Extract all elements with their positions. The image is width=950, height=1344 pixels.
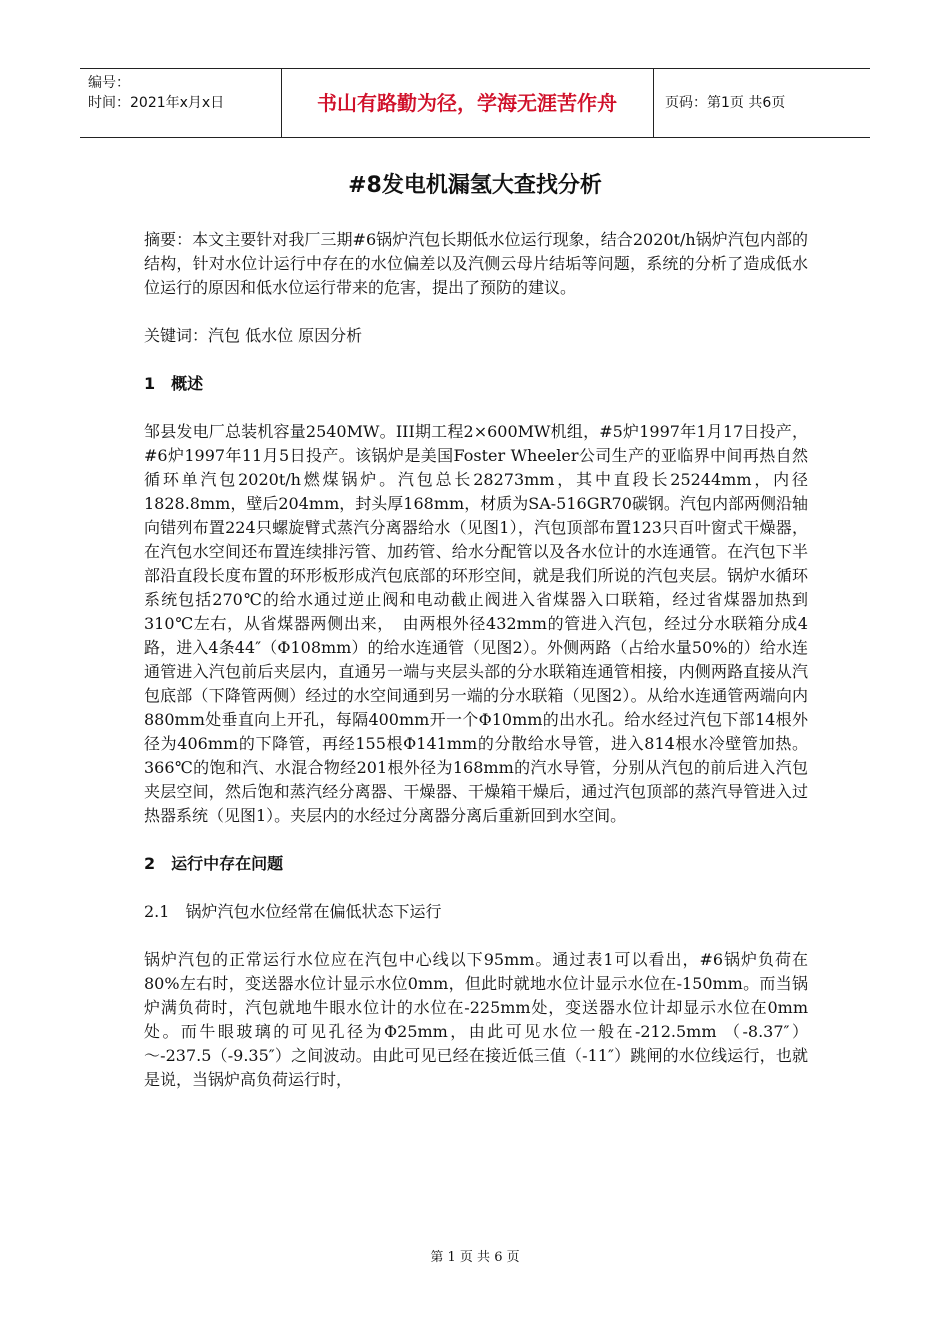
section-2-1-heading: 2.1 锅炉汽包水位经常在偏低状态下运行 [144, 902, 442, 921]
page-footer: 第 1 页 共 6 页 [430, 1250, 520, 1265]
section-1-body: 邹县发电厂总装机容量2540MW。III期工程2×600MW机组，#5炉1997年1月17日投产，#6炉1997年11月5日投产。该锅炉是美国Foster Wheeler公司生产的亚临界中间再热自然循环单汽包2020t/h燃煤锅炉。汽包总长28273mm，其中直段长25244mm，内径1828.8mm，壁后204mm，封头厚168mm，材质为SA-516GR70碳钢。汽包内部两侧沿轴向错列布置224只螺旋臂式蒸汽分离器给水（见图1），汽包顶部布置123只百叶窗式干燥器，在汽包水空间还布置连续排污管、加药管、给水分配管以及各水位计的水连通管。在汽包下半部沿直段长度布置的环形板形成汽包底部的环形空间，就是我们所说的汽包夹层。锅炉水循环系统包括270℃的给水通过逆止阀和电动截止阀进入省煤器入口联箱，经过省煤器加热到310℃左右，从省煤器两侧出来， 由两根外径432mm的管进入汽包，经过分水联箱分成4路，进入4条44″（Φ108mm）的给水连通管（见图2）。外侧两路（占给水量50%的）给水连通管进入汽包前后夹层内，直通另一端与夹层头部的分水联箱连通管相接，内侧两路直接从汽包底部（下降管两侧）经过的水空间通到另一端的分水联箱（见图2）。从给水连通管两端向内880mm处垂直向上开孔，每隔400mm开一个Φ10mm的出水孔。给水经过汽包下部14根外径为406mm的下降管，再经155根Φ141mm的分散给水导管，进入814根水冷壁管加热。366℃的饱和汽、水混合物经201根外径为168mm的汽水导管，分别从汽包的前后进入汽包夹层空间，然后饱和蒸汽经分离器、干燥器、干燥箱干燥后，通过汽包顶部的蒸汽导管进入过热器系统（见图1）。夹层内的水经过分离器分离后重新回到水空间。 [144, 422, 808, 825]
section-2-body: 锅炉汽包的正常运行水位应在汽包中心线以下95mm。通过表1可以看出，#6锅炉负荷在80%左右时，变送器水位计显示水位0mm，但此时就地水位计显示水位在-150mm。而当锅炉满负荷时，汽包就地牛眼水位计的水位在-225mm处，变送器水位计却显示水位在0mm处。而牛眼玻璃的可见孔径为Φ25mm，由此可见水位一般在-212.5mm （-8.37″）～-237.5（-9.35″）之间波动。由此可见已经在接近低三值（-11″）跳闸的水位线运行，也就是说，当锅炉高负荷运行时， [144, 950, 808, 1089]
header-page-info: 页码：第1页 共6页 [665, 95, 786, 111]
header-meta [88, 73, 278, 113]
keywords: 关键词：汽包 低水位 原因分析 [144, 326, 363, 345]
document-header [80, 68, 870, 138]
document-title: #8发电机漏氢大查找分析 [348, 173, 602, 198]
document-body [144, 228, 808, 1116]
code-label: 编号： [88, 75, 130, 91]
header-divider [653, 69, 654, 137]
section-2-heading: 2 运行中存在问题 [144, 854, 284, 873]
header-motto: 书山有路勤为径，学海无涯苦作舟 [317, 91, 617, 115]
abstract: 摘要：本文主要针对我厂三期#6锅炉汽包长期低水位运行现象，结合2020t/h锅炉汽包内部的结构，针对水位计运行中存在的水位偏差以及汽侧云母片结垢等问题，系统的分析了造成低水位运行的原因和低水位运行带来的危害，提出了预防的建议。 [144, 230, 808, 297]
time-label: 时间：2021年x月x日 [88, 95, 225, 111]
section-1-heading: 1 概述 [144, 374, 204, 393]
